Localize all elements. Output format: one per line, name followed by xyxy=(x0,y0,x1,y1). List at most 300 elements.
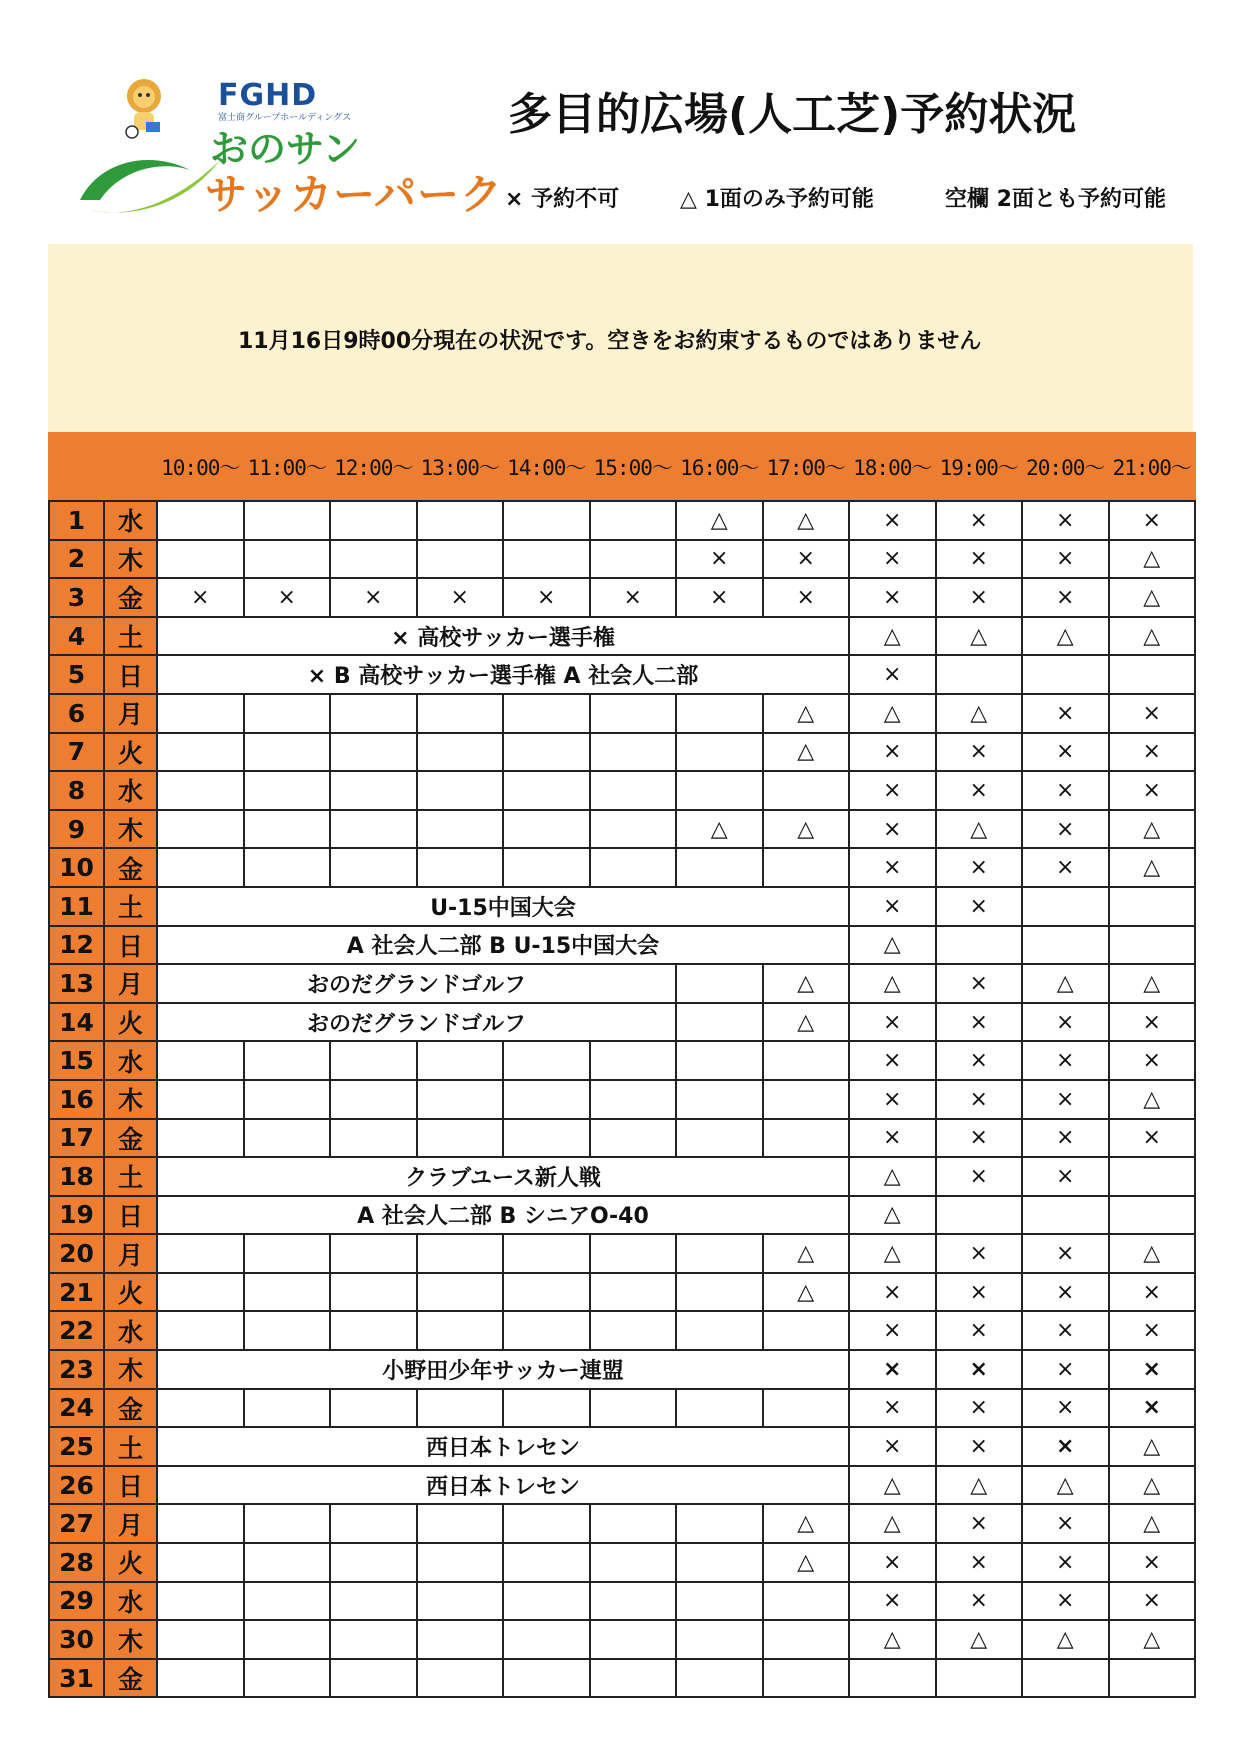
status-cell xyxy=(936,1196,1023,1235)
time-header-row xyxy=(49,433,1195,501)
status-cell xyxy=(330,694,417,733)
status-cell xyxy=(1022,926,1109,965)
status-cell xyxy=(157,1080,244,1119)
status-cell: × xyxy=(1109,1350,1196,1389)
status-cell: × xyxy=(1022,1504,1109,1543)
status-cell xyxy=(676,1620,763,1659)
status-cell: × xyxy=(1022,1582,1109,1621)
status-cell xyxy=(417,810,504,849)
time-header: 13:00～ xyxy=(417,433,504,501)
status-cell: △ xyxy=(936,1466,1023,1505)
status-cell: △ xyxy=(936,694,1023,733)
status-cell xyxy=(157,1119,244,1158)
status-cell xyxy=(417,1119,504,1158)
status-cell xyxy=(417,1620,504,1659)
table-row xyxy=(49,1234,1195,1273)
park-logo xyxy=(70,70,510,220)
status-cell xyxy=(417,733,504,772)
table-row xyxy=(49,1003,1195,1042)
status-cell xyxy=(590,1311,677,1350)
status-cell: × xyxy=(763,578,850,617)
status-cell xyxy=(763,771,850,810)
status-cell xyxy=(849,1659,936,1698)
status-cell xyxy=(936,655,1023,694)
status-cell: × xyxy=(936,887,1023,926)
weekday: 金 xyxy=(104,1389,157,1428)
status-cell: △ xyxy=(849,1234,936,1273)
status-cell xyxy=(590,1119,677,1158)
status-cell: △ xyxy=(763,1543,850,1582)
time-header: 14:00～ xyxy=(503,433,590,501)
day-number: 23 xyxy=(49,1350,104,1389)
status-cell xyxy=(244,810,331,849)
table-row xyxy=(49,1582,1195,1621)
table-row xyxy=(49,1350,1195,1389)
weekday: 水 xyxy=(104,771,157,810)
status-cell: × xyxy=(1022,1080,1109,1119)
day-number: 22 xyxy=(49,1311,104,1350)
status-cell: △ xyxy=(763,733,850,772)
status-cell xyxy=(503,1659,590,1698)
status-cell: △ xyxy=(1109,617,1196,656)
park-name-line2: サッカーパーク xyxy=(205,170,504,219)
status-cell xyxy=(330,1234,417,1273)
status-cell xyxy=(157,501,244,540)
event-cell: A 社会人二部 B U-15中国大会 xyxy=(157,926,849,965)
status-cell: △ xyxy=(1022,964,1109,1003)
status-cell: × xyxy=(1022,1389,1109,1428)
status-cell: × xyxy=(157,578,244,617)
status-cell xyxy=(244,1311,331,1350)
day-number: 10 xyxy=(49,848,104,887)
status-cell: △ xyxy=(1109,1427,1196,1466)
status-cell: × xyxy=(1022,1311,1109,1350)
weekday: 月 xyxy=(104,1234,157,1273)
status-cell: × xyxy=(849,1582,936,1621)
table-row xyxy=(49,1659,1195,1698)
status-cell xyxy=(417,1273,504,1312)
status-cell: × xyxy=(1109,1273,1196,1312)
status-cell: × xyxy=(1022,578,1109,617)
status-cell xyxy=(590,1041,677,1080)
status-cell: × xyxy=(1022,540,1109,579)
time-header: 20:00～ xyxy=(1022,433,1109,501)
event-cell: 小野田少年サッカー連盟 xyxy=(157,1350,849,1389)
status-notice xyxy=(48,244,1193,432)
day-number: 11 xyxy=(49,887,104,926)
status-cell xyxy=(244,540,331,579)
status-cell xyxy=(763,1620,850,1659)
status-cell xyxy=(676,1003,763,1042)
status-cell: × xyxy=(849,1080,936,1119)
status-cell xyxy=(417,1504,504,1543)
table-row xyxy=(49,501,1195,540)
status-cell xyxy=(676,694,763,733)
status-cell: × xyxy=(1109,1311,1196,1350)
day-number: 16 xyxy=(49,1080,104,1119)
status-cell xyxy=(676,733,763,772)
status-cell xyxy=(330,1504,417,1543)
weekday: 水 xyxy=(104,1582,157,1621)
status-cell: × xyxy=(1109,1041,1196,1080)
status-cell xyxy=(330,1389,417,1428)
status-cell xyxy=(244,1389,331,1428)
status-cell xyxy=(676,771,763,810)
status-cell xyxy=(590,1504,677,1543)
status-cell: △ xyxy=(1109,848,1196,887)
status-cell xyxy=(330,1543,417,1582)
status-cell: × xyxy=(1022,1350,1109,1389)
status-cell xyxy=(590,810,677,849)
table-row xyxy=(49,810,1195,849)
status-cell xyxy=(503,540,590,579)
weekday: 水 xyxy=(104,501,157,540)
status-cell: △ xyxy=(936,1620,1023,1659)
brand-subtitle: 富士商グループホールディングス xyxy=(218,113,352,123)
status-cell: × xyxy=(1109,501,1196,540)
status-cell xyxy=(590,1659,677,1698)
day-number: 21 xyxy=(49,1273,104,1312)
status-cell: △ xyxy=(936,810,1023,849)
status-cell xyxy=(330,1080,417,1119)
time-header: 17:00～ xyxy=(763,433,850,501)
table-row xyxy=(49,1466,1195,1505)
status-cell: △ xyxy=(1109,964,1196,1003)
status-cell: × xyxy=(849,578,936,617)
status-cell xyxy=(244,694,331,733)
weekday: 土 xyxy=(104,1427,157,1466)
table-row xyxy=(49,1427,1195,1466)
day-number: 7 xyxy=(49,733,104,772)
weekday: 日 xyxy=(104,1466,157,1505)
status-cell xyxy=(417,1080,504,1119)
day-number: 13 xyxy=(49,964,104,1003)
status-cell xyxy=(676,1041,763,1080)
status-cell xyxy=(417,1389,504,1428)
weekday: 金 xyxy=(104,848,157,887)
status-cell: × xyxy=(1109,1582,1196,1621)
status-cell: × xyxy=(849,1041,936,1080)
status-cell xyxy=(503,1389,590,1428)
status-cell: × xyxy=(1022,694,1109,733)
status-cell xyxy=(676,1311,763,1350)
time-header: 10:00～ xyxy=(157,433,244,501)
status-cell xyxy=(244,1659,331,1698)
weekday: 日 xyxy=(104,655,157,694)
day-number: 19 xyxy=(49,1196,104,1235)
status-cell xyxy=(157,733,244,772)
status-cell xyxy=(330,1273,417,1312)
time-header: 18:00～ xyxy=(849,433,936,501)
status-cell xyxy=(763,1659,850,1698)
reservation-table xyxy=(48,432,1196,1698)
status-cell: △ xyxy=(763,1234,850,1273)
status-cell xyxy=(763,1119,850,1158)
status-cell xyxy=(330,1119,417,1158)
event-cell: おのだグランドゴルフ xyxy=(157,1003,676,1042)
status-cell xyxy=(244,501,331,540)
status-cell xyxy=(590,540,677,579)
status-cell: × xyxy=(1109,1389,1196,1428)
day-number: 12 xyxy=(49,926,104,965)
table-row xyxy=(49,617,1195,656)
weekday: 土 xyxy=(104,887,157,926)
status-cell xyxy=(676,1080,763,1119)
status-cell: × xyxy=(1022,1157,1109,1196)
status-cell xyxy=(244,1582,331,1621)
status-cell: △ xyxy=(676,501,763,540)
status-cell: × xyxy=(1022,501,1109,540)
weekday: 金 xyxy=(104,1659,157,1698)
status-cell: × xyxy=(1109,1119,1196,1158)
status-cell: × xyxy=(936,1157,1023,1196)
status-cell: △ xyxy=(936,617,1023,656)
weekday: 木 xyxy=(104,1620,157,1659)
notice-text: 11月16日9時00分現在の状況です。空きをお約束するものではありません xyxy=(238,329,982,354)
status-cell xyxy=(676,1389,763,1428)
status-cell: △ xyxy=(849,1504,936,1543)
status-cell xyxy=(1109,926,1196,965)
status-cell xyxy=(590,694,677,733)
status-cell: × xyxy=(936,1543,1023,1582)
status-cell xyxy=(244,1620,331,1659)
status-cell: △ xyxy=(1109,1620,1196,1659)
status-cell xyxy=(503,1234,590,1273)
weekday: 木 xyxy=(104,1350,157,1389)
status-cell: △ xyxy=(1109,1504,1196,1543)
status-cell xyxy=(590,1234,677,1273)
time-header: 11:00～ xyxy=(244,433,331,501)
day-number: 9 xyxy=(49,810,104,849)
status-cell: × xyxy=(417,578,504,617)
day-number: 6 xyxy=(49,694,104,733)
day-number: 14 xyxy=(49,1003,104,1042)
status-cell xyxy=(590,1582,677,1621)
status-cell: △ xyxy=(1109,1080,1196,1119)
status-cell: × xyxy=(1022,810,1109,849)
status-cell xyxy=(503,810,590,849)
status-cell xyxy=(244,1234,331,1273)
status-cell xyxy=(936,1659,1023,1698)
weekday: 金 xyxy=(104,1119,157,1158)
status-cell xyxy=(503,1119,590,1158)
status-cell xyxy=(590,1080,677,1119)
status-cell: × xyxy=(936,1311,1023,1350)
day-number: 18 xyxy=(49,1157,104,1196)
status-cell: △ xyxy=(849,1620,936,1659)
status-cell xyxy=(157,771,244,810)
status-cell xyxy=(244,771,331,810)
status-cell xyxy=(244,1080,331,1119)
status-cell: × xyxy=(1022,1041,1109,1080)
day-number: 29 xyxy=(49,1582,104,1621)
status-cell xyxy=(503,1582,590,1621)
status-cell: × xyxy=(849,1273,936,1312)
status-cell: △ xyxy=(1022,1620,1109,1659)
weekday: 水 xyxy=(104,1311,157,1350)
lion-mascot-icon xyxy=(120,78,168,140)
status-cell xyxy=(330,810,417,849)
weekday: 土 xyxy=(104,617,157,656)
status-cell xyxy=(1022,655,1109,694)
table-row xyxy=(49,1157,1195,1196)
weekday: 木 xyxy=(104,1080,157,1119)
day-number: 31 xyxy=(49,1659,104,1698)
table-row xyxy=(49,1543,1195,1582)
status-cell xyxy=(1109,1157,1196,1196)
status-cell: △ xyxy=(1109,578,1196,617)
status-cell xyxy=(1022,1659,1109,1698)
status-cell xyxy=(330,848,417,887)
day-number: 1 xyxy=(49,501,104,540)
status-cell: × xyxy=(849,848,936,887)
status-cell: × xyxy=(849,1543,936,1582)
status-cell: △ xyxy=(763,964,850,1003)
page-title: 多目的広場(人工芝)予約状況 xyxy=(508,89,1077,140)
status-cell xyxy=(1022,1196,1109,1235)
day-number: 25 xyxy=(49,1427,104,1466)
status-cell xyxy=(157,694,244,733)
day-number: 2 xyxy=(49,540,104,579)
status-cell xyxy=(417,1582,504,1621)
status-cell xyxy=(503,1273,590,1312)
status-cell xyxy=(157,540,244,579)
status-cell xyxy=(417,1311,504,1350)
status-cell xyxy=(1109,655,1196,694)
status-cell: × xyxy=(849,733,936,772)
status-cell xyxy=(503,848,590,887)
status-cell xyxy=(157,1582,244,1621)
day-number: 27 xyxy=(49,1504,104,1543)
status-cell: × xyxy=(936,1582,1023,1621)
status-cell: × xyxy=(849,1350,936,1389)
status-cell xyxy=(503,694,590,733)
brand-name: FGHD xyxy=(218,78,318,113)
status-cell xyxy=(244,1543,331,1582)
weekday: 金 xyxy=(104,578,157,617)
status-cell xyxy=(157,1273,244,1312)
status-cell xyxy=(157,1543,244,1582)
status-cell xyxy=(157,1311,244,1350)
status-cell xyxy=(330,1620,417,1659)
weekday: 月 xyxy=(104,694,157,733)
status-cell xyxy=(417,501,504,540)
table-row xyxy=(49,1041,1195,1080)
weekday: 日 xyxy=(104,1196,157,1235)
status-cell xyxy=(330,540,417,579)
event-cell: おのだグランドゴルフ xyxy=(157,964,676,1003)
status-cell xyxy=(330,501,417,540)
status-cell xyxy=(763,1041,850,1080)
status-cell: × xyxy=(1109,694,1196,733)
weekday: 日 xyxy=(104,926,157,965)
status-cell xyxy=(503,1504,590,1543)
time-header: 15:00～ xyxy=(590,433,677,501)
status-cell xyxy=(503,1041,590,1080)
day-number: 3 xyxy=(49,578,104,617)
status-cell: × xyxy=(936,1003,1023,1042)
status-cell xyxy=(590,733,677,772)
weekday: 火 xyxy=(104,1003,157,1042)
status-cell xyxy=(763,1080,850,1119)
status-cell xyxy=(330,1582,417,1621)
weekday: 月 xyxy=(104,964,157,1003)
status-cell: × xyxy=(936,501,1023,540)
status-cell: × xyxy=(936,1389,1023,1428)
day-number: 24 xyxy=(49,1389,104,1428)
day-number: 28 xyxy=(49,1543,104,1582)
status-cell: × xyxy=(1022,848,1109,887)
status-cell: △ xyxy=(763,694,850,733)
table-row xyxy=(49,655,1195,694)
status-cell: △ xyxy=(763,810,850,849)
day-number: 20 xyxy=(49,1234,104,1273)
table-row xyxy=(49,1273,1195,1312)
status-cell: △ xyxy=(1109,540,1196,579)
event-cell: 西日本トレセン xyxy=(157,1427,849,1466)
weekday: 土 xyxy=(104,1157,157,1196)
status-cell xyxy=(330,733,417,772)
weekday: 木 xyxy=(104,810,157,849)
status-cell xyxy=(503,733,590,772)
event-cell: A 社会人二部 B シニアO-40 xyxy=(157,1196,849,1235)
status-cell: × xyxy=(590,578,677,617)
table-row xyxy=(49,1311,1195,1350)
status-cell xyxy=(330,771,417,810)
status-cell xyxy=(330,1041,417,1080)
status-cell: × xyxy=(1109,1003,1196,1042)
time-header: 19:00～ xyxy=(936,433,1023,501)
status-cell xyxy=(676,1659,763,1698)
status-cell xyxy=(1109,887,1196,926)
status-cell xyxy=(1109,1196,1196,1235)
status-cell xyxy=(590,501,677,540)
status-cell xyxy=(157,1659,244,1698)
status-cell xyxy=(590,1389,677,1428)
weekday: 水 xyxy=(104,1041,157,1080)
status-cell: × xyxy=(936,1504,1023,1543)
status-cell xyxy=(763,1582,850,1621)
legend-both-available: 空欄 2面とも予約可能 xyxy=(945,187,1166,212)
status-cell xyxy=(157,810,244,849)
status-cell: × xyxy=(1022,1119,1109,1158)
event-cell: クラブユース新人戦 xyxy=(157,1157,849,1196)
status-cell: × xyxy=(1022,1003,1109,1042)
status-cell: × xyxy=(1022,733,1109,772)
status-cell: × xyxy=(936,1080,1023,1119)
table-row xyxy=(49,1080,1195,1119)
status-cell xyxy=(244,848,331,887)
status-cell: △ xyxy=(849,694,936,733)
status-cell xyxy=(244,1119,331,1158)
status-cell xyxy=(1022,887,1109,926)
status-cell: × xyxy=(849,1119,936,1158)
status-cell: △ xyxy=(849,1157,936,1196)
status-cell xyxy=(503,501,590,540)
status-cell xyxy=(417,848,504,887)
legend xyxy=(505,182,1195,214)
day-number: 8 xyxy=(49,771,104,810)
status-cell xyxy=(676,848,763,887)
status-cell xyxy=(417,540,504,579)
status-cell: × xyxy=(936,1350,1023,1389)
status-cell: × xyxy=(849,1003,936,1042)
status-cell xyxy=(417,1659,504,1698)
reservation-rows xyxy=(49,501,1195,1697)
table-row xyxy=(49,578,1195,617)
table-row xyxy=(49,540,1195,579)
status-cell: × xyxy=(936,1119,1023,1158)
